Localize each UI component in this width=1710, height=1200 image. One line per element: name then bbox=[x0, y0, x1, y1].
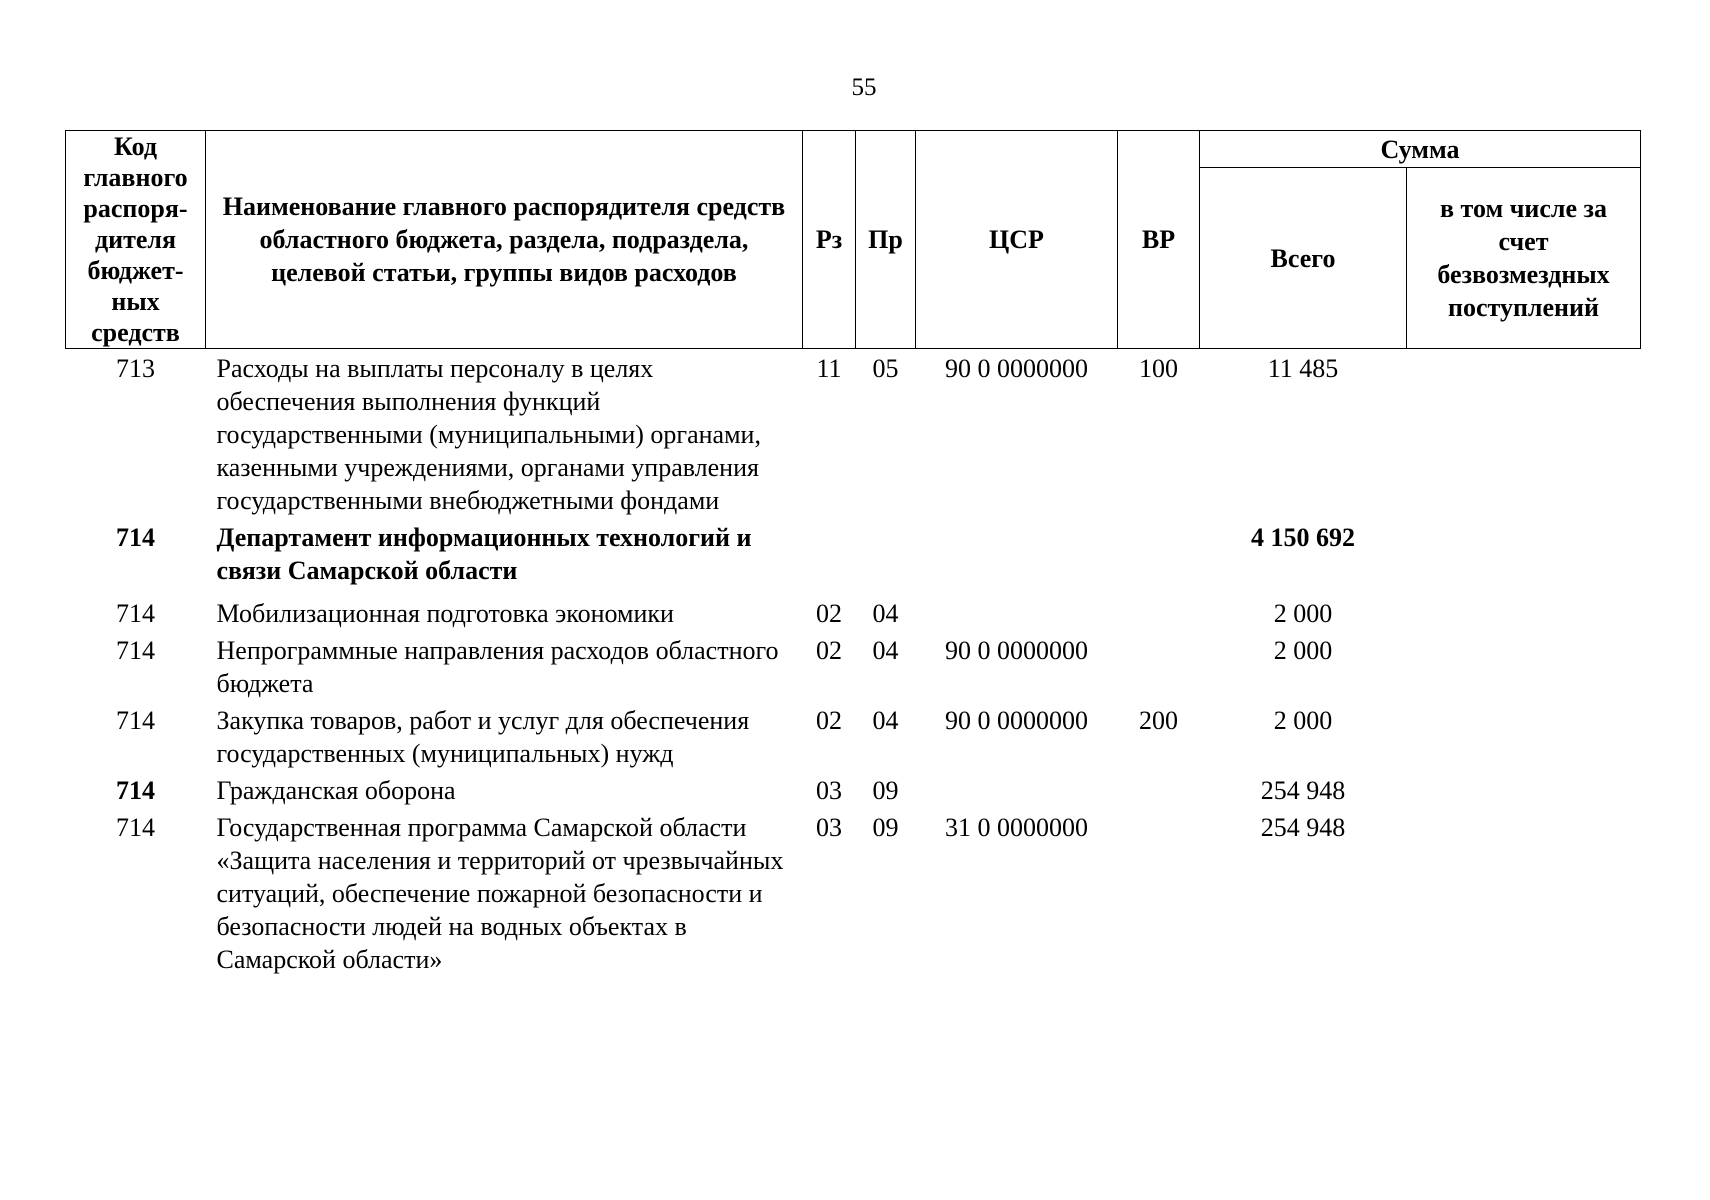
row-code: 713 bbox=[116, 354, 155, 383]
header-csr: ЦСР bbox=[916, 131, 1118, 349]
row-pr: 04 bbox=[872, 706, 899, 735]
budget-table bbox=[65, 130, 1641, 976]
row-pr bbox=[856, 517, 916, 587]
header-total: Всего bbox=[1200, 168, 1407, 349]
row-rz: 11 bbox=[816, 354, 842, 383]
row-total: 2 000 bbox=[1273, 636, 1333, 665]
row-csr: 31 0 0000000 bbox=[945, 813, 1088, 842]
row-free bbox=[1407, 700, 1641, 770]
table-row bbox=[66, 517, 1641, 587]
table-row bbox=[66, 630, 1641, 700]
table-body bbox=[66, 349, 1641, 977]
table-header bbox=[66, 131, 1641, 349]
row-free bbox=[1407, 587, 1641, 630]
row-vr bbox=[1118, 770, 1200, 807]
row-vr bbox=[1118, 517, 1200, 587]
row-csr: 90 0 0000000 bbox=[945, 354, 1088, 383]
row-pr: 09 bbox=[872, 813, 899, 842]
row-code: 714 bbox=[116, 776, 155, 805]
header-vr: ВР bbox=[1118, 131, 1200, 349]
row-code: 714 bbox=[116, 636, 155, 665]
row-free bbox=[1407, 349, 1641, 518]
row-vr bbox=[1118, 630, 1200, 700]
row-csr: 90 0 0000000 bbox=[945, 706, 1088, 735]
header-free: в том числе за счет безвозмездных поступлений bbox=[1407, 168, 1641, 349]
table-row bbox=[66, 587, 1641, 630]
row-rz: 02 bbox=[816, 636, 842, 665]
row-pr: 05 bbox=[872, 354, 899, 383]
row-name: Департамент информационных технологий и связи Самарской области bbox=[216, 523, 752, 585]
row-free bbox=[1407, 630, 1641, 700]
row-vr bbox=[1118, 587, 1200, 630]
header-name: Наименование главного распорядителя средств областного бюджета, раздела, подраздела, целевой статьи, группы видов расходов bbox=[206, 131, 803, 349]
table-row bbox=[66, 349, 1641, 518]
row-csr bbox=[916, 517, 1118, 587]
row-rz: 03 bbox=[816, 813, 842, 842]
header-code: Код главного распоря-дителя бюджет-ных средств bbox=[66, 131, 206, 349]
row-code: 714 bbox=[116, 599, 155, 628]
row-total: 254 948 bbox=[1260, 776, 1346, 805]
row-free bbox=[1407, 770, 1641, 807]
row-total: 2 000 bbox=[1273, 599, 1333, 628]
row-rz: 03 bbox=[816, 776, 842, 805]
row-csr: 90 0 0000000 bbox=[945, 636, 1088, 665]
row-rz: 02 bbox=[816, 599, 842, 628]
row-csr bbox=[916, 587, 1118, 630]
row-total: 11 485 bbox=[1267, 354, 1339, 383]
row-total: 2 000 bbox=[1273, 706, 1333, 735]
row-rz: 02 bbox=[816, 706, 842, 735]
row-code: 714 bbox=[116, 813, 155, 842]
page-number: 55 bbox=[851, 74, 877, 101]
row-name: Закупка товаров, работ и услуг для обеспечения государственных (муниципальных) нужд bbox=[216, 706, 750, 768]
row-free bbox=[1407, 517, 1641, 587]
row-code: 714 bbox=[116, 706, 155, 735]
row-total: 4 150 692 bbox=[1251, 523, 1355, 552]
row-name: Непрограммные направления расходов областного бюджета bbox=[216, 636, 779, 698]
row-csr bbox=[916, 770, 1118, 807]
header-rz: Рз bbox=[803, 131, 856, 349]
row-name: Гражданская оборона bbox=[216, 776, 456, 805]
row-name: Расходы на выплаты персоналу в целях обеспечения выполнения функций государственными (муниципальными) органами, казенными учреждениями, органами управления государственными внебюджетными фондами bbox=[216, 354, 761, 515]
row-name: Государственная программа Самарской области «Защита населения и территорий от чрезвычайных ситуаций, обеспечение пожарной безопасности и безопасности людей на водных объектах в Самарской области» bbox=[216, 813, 784, 974]
header-sum: Сумма bbox=[1200, 131, 1641, 168]
row-total: 254 948 bbox=[1260, 813, 1346, 842]
row-pr: 09 bbox=[872, 776, 899, 805]
row-pr: 04 bbox=[872, 636, 899, 665]
table-row bbox=[66, 700, 1641, 770]
row-free bbox=[1407, 807, 1641, 976]
table-row bbox=[66, 770, 1641, 807]
row-rz bbox=[803, 517, 856, 587]
row-pr: 04 bbox=[872, 599, 899, 628]
row-vr: 200 bbox=[1139, 706, 1178, 735]
row-vr bbox=[1118, 807, 1200, 976]
row-code: 714 bbox=[116, 523, 155, 552]
row-name: Мобилизационная подготовка экономики bbox=[216, 599, 674, 628]
header-pr: Пр bbox=[856, 131, 916, 349]
row-vr: 100 bbox=[1139, 354, 1178, 383]
table-row bbox=[66, 807, 1641, 976]
